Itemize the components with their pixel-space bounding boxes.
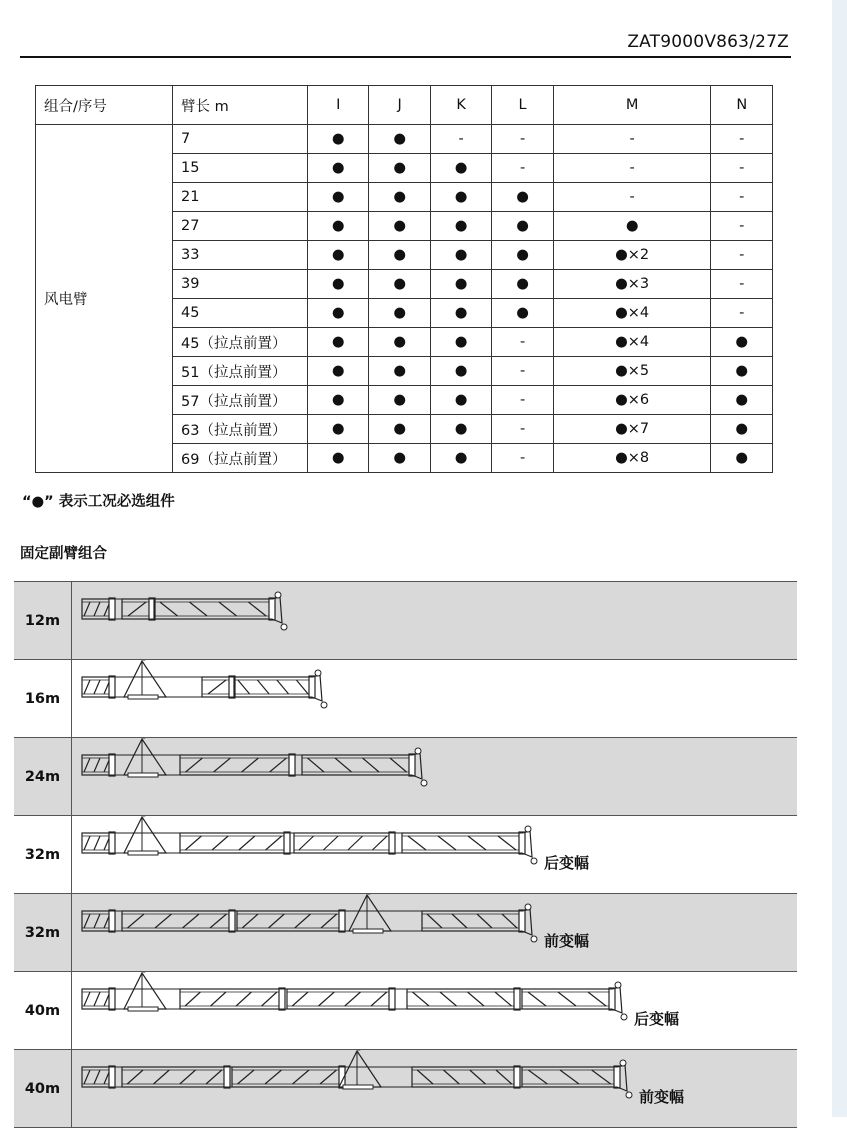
component-cell: ● (711, 415, 773, 444)
luffing-mode-label: 后变幅 (634, 1010, 680, 1028)
component-cell: ● (430, 270, 491, 299)
component-cell: - (711, 183, 773, 212)
component-cell: - (553, 125, 711, 154)
component-cell: ● (711, 328, 773, 357)
component-cell: ● (430, 328, 491, 357)
component-cell: ● (308, 154, 369, 183)
component-cell: ● (430, 357, 491, 386)
component-cell: ●×4 (553, 299, 711, 328)
boom-length-cell: 21 (173, 183, 308, 212)
component-cell: ● (369, 357, 430, 386)
col-header-J: J (369, 86, 430, 125)
luffing-mode-label: 前变幅 (544, 932, 590, 950)
component-cell: ● (430, 183, 491, 212)
component-cell: - (711, 299, 773, 328)
component-cell: ● (711, 386, 773, 415)
col-header-I: I (308, 86, 369, 125)
component-cell: ● (369, 241, 430, 270)
component-cell: ● (492, 299, 553, 328)
component-cell: ●×3 (553, 270, 711, 299)
component-cell: ● (369, 212, 430, 241)
component-cell: ● (308, 212, 369, 241)
jib-combination-row (14, 816, 797, 894)
component-cell: ● (430, 415, 491, 444)
jib-truss-diagram (72, 582, 797, 659)
table-header-row (36, 86, 773, 125)
component-cell: ●×2 (553, 241, 711, 270)
boom-length-cell: 7 (173, 125, 308, 154)
component-cell: ● (430, 212, 491, 241)
jib-drawing (72, 660, 797, 737)
group-label: 风电臂 (36, 125, 173, 473)
component-cell: - (430, 125, 491, 154)
component-cell: ● (308, 270, 369, 299)
boom-length-cell: 39 (173, 270, 308, 299)
component-cell: ● (369, 270, 430, 299)
component-cell: ● (711, 444, 773, 473)
component-cell: ● (430, 241, 491, 270)
component-cell: ● (492, 183, 553, 212)
component-cell: - (492, 328, 553, 357)
boom-configuration-table (35, 85, 773, 473)
jib-length-label: 32m (14, 894, 72, 971)
component-cell: - (492, 386, 553, 415)
luffing-mode-label: 后变幅 (544, 854, 590, 872)
component-cell: ●×4 (553, 328, 711, 357)
component-cell: - (492, 444, 553, 473)
component-cell: ● (492, 212, 553, 241)
jib-drawing (72, 972, 797, 1049)
jib-length-label: 32m (14, 816, 72, 893)
component-cell: ● (308, 183, 369, 212)
jib-truss-diagram (72, 972, 797, 1049)
component-cell: - (492, 415, 553, 444)
component-cell: ● (369, 125, 430, 154)
component-cell: ● (369, 154, 430, 183)
jib-combination-row (14, 1050, 797, 1128)
jib-drawing (72, 1050, 797, 1127)
component-cell: ●×7 (553, 415, 711, 444)
jib-drawing (72, 582, 797, 659)
component-cell: ● (492, 241, 553, 270)
jib-length-label: 16m (14, 660, 72, 737)
component-cell: - (553, 154, 711, 183)
jib-combination-row (14, 894, 797, 972)
component-cell: ● (308, 328, 369, 357)
component-cell: ● (369, 415, 430, 444)
boom-length-cell: 45（拉点前置） (173, 328, 308, 357)
boom-length-cell: 51（拉点前置） (173, 357, 308, 386)
boom-length-cell: 45 (173, 299, 308, 328)
component-cell: - (492, 154, 553, 183)
col-header-N: N (711, 86, 773, 125)
jib-combination-row (14, 738, 797, 816)
document-code: ZAT9000V863/27Z (627, 32, 789, 52)
jib-truss-diagram (72, 894, 797, 971)
component-cell: ● (308, 299, 369, 328)
col-header-M: M (553, 86, 711, 125)
jib-truss-diagram (72, 816, 797, 893)
boom-length-cell: 27 (173, 212, 308, 241)
component-cell: ●×6 (553, 386, 711, 415)
component-cell: ● (308, 357, 369, 386)
component-cell: ● (369, 183, 430, 212)
component-cell: ● (308, 444, 369, 473)
component-cell: ●×8 (553, 444, 711, 473)
col-header-length: 臂长 m (173, 86, 308, 125)
page-side-bar (832, 0, 847, 1117)
component-cell: ● (553, 212, 711, 241)
jib-combination-row (14, 972, 797, 1050)
jib-truss-diagram (72, 660, 797, 737)
col-header-K: K (430, 86, 491, 125)
boom-length-cell: 63（拉点前置） (173, 415, 308, 444)
component-cell: ● (308, 125, 369, 154)
col-header-L: L (492, 86, 553, 125)
boom-length-cell: 57（拉点前置） (173, 386, 308, 415)
luffing-mode-label: 前变幅 (639, 1088, 685, 1106)
jib-combination-list (14, 581, 797, 1128)
boom-length-cell: 69（拉点前置） (173, 444, 308, 473)
component-cell: - (711, 270, 773, 299)
component-cell: ● (369, 444, 430, 473)
component-cell: - (711, 212, 773, 241)
component-cell: ● (430, 154, 491, 183)
jib-truss-diagram (72, 738, 797, 815)
section-title: 固定副臂组合 (20, 546, 107, 562)
jib-length-label: 40m (14, 1050, 72, 1127)
component-cell: - (711, 154, 773, 183)
jib-drawing (72, 894, 797, 971)
jib-length-label: 24m (14, 738, 72, 815)
jib-length-label: 12m (14, 582, 72, 659)
component-cell: ● (369, 328, 430, 357)
component-cell: ● (430, 386, 491, 415)
jib-combination-row (14, 582, 797, 660)
component-cell: ●×5 (553, 357, 711, 386)
legend-note: “●” 表示工况必选组件 (22, 494, 175, 510)
component-cell: - (553, 183, 711, 212)
component-cell: ● (711, 357, 773, 386)
boom-length-cell: 15 (173, 154, 308, 183)
jib-length-label: 40m (14, 972, 72, 1049)
table-row (36, 125, 773, 154)
component-cell: ● (369, 299, 430, 328)
component-cell: ● (308, 386, 369, 415)
component-cell: ● (492, 270, 553, 299)
component-cell: - (492, 125, 553, 154)
component-cell: ● (369, 386, 430, 415)
component-cell: - (711, 125, 773, 154)
component-cell: - (492, 357, 553, 386)
header-divider (20, 56, 791, 58)
col-header-group: 组合/序号 (36, 86, 173, 125)
jib-drawing (72, 738, 797, 815)
component-cell: ● (430, 444, 491, 473)
component-cell: - (711, 241, 773, 270)
table-body (36, 125, 773, 473)
jib-drawing (72, 816, 797, 893)
jib-truss-diagram (72, 1050, 797, 1127)
component-cell: ● (308, 415, 369, 444)
component-cell: ● (308, 241, 369, 270)
boom-length-cell: 33 (173, 241, 308, 270)
component-cell: ● (430, 299, 491, 328)
jib-combination-row (14, 660, 797, 738)
